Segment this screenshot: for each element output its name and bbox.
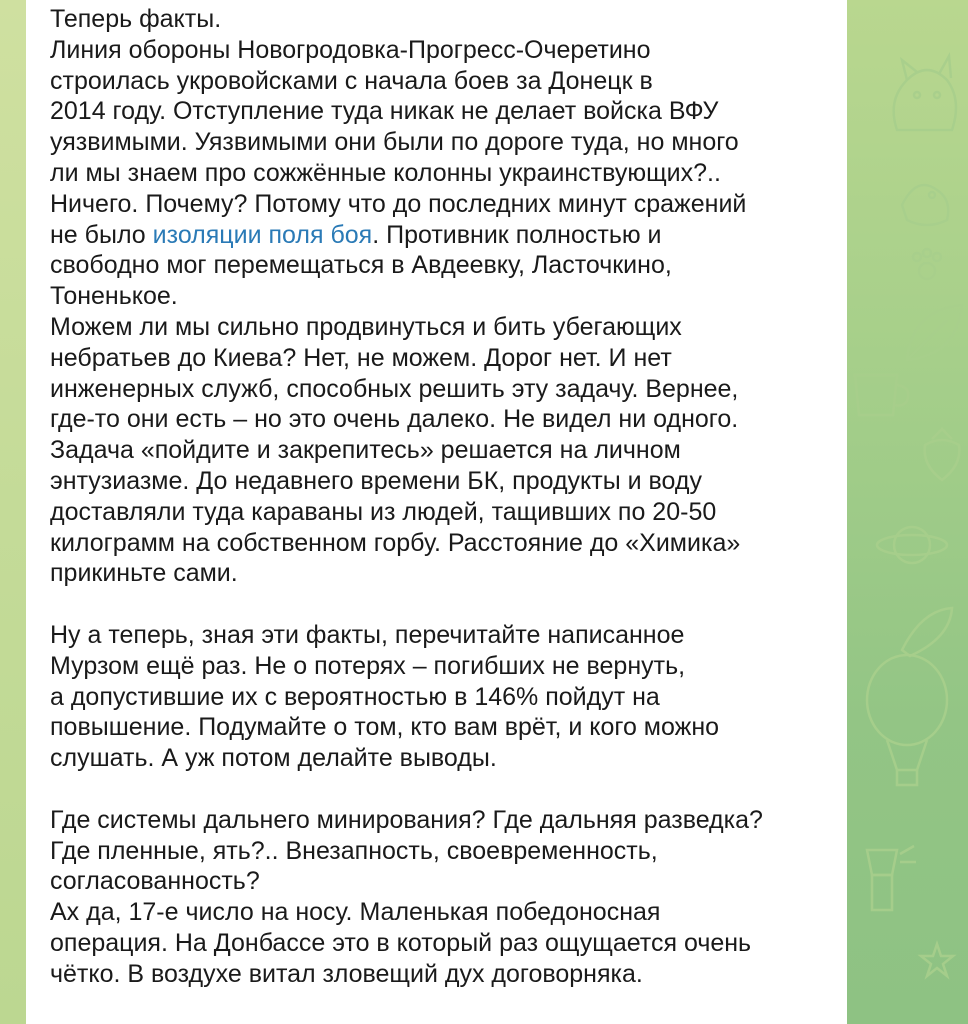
message-line: операция. На Донбассе это в который раз ощущается очень bbox=[50, 928, 752, 957]
balloon-doodle-icon bbox=[857, 650, 957, 790]
message-line: килограмм на собственном горбу. Расстояние до «Химика» bbox=[50, 528, 741, 557]
strawberry-doodle-icon bbox=[917, 425, 967, 485]
message-line: Задача «пойдите и закрепитесь» решается на личном bbox=[50, 436, 681, 465]
chat-background-pattern bbox=[847, 0, 968, 1024]
message-text bbox=[50, 4, 840, 990]
planet-doodle-icon bbox=[872, 505, 952, 585]
message-line: повышение. Подумайте о том, кто вам врёт, и кого можно bbox=[50, 713, 720, 742]
message-line: Где пленные, ять?.. Внезапность, своевременность, bbox=[50, 836, 658, 865]
message-line: а допустившие их с вероятностью в 146% пойдут на bbox=[50, 682, 660, 711]
bird-doodle-icon bbox=[892, 165, 962, 235]
message-line: чётко. В воздухе витал зловещий дух договорняка. bbox=[50, 959, 643, 988]
message-line: инженерных служб, способных решить эту задачу. Вернее, bbox=[50, 374, 739, 403]
paragraph-gap bbox=[50, 589, 840, 620]
message-line: согласованность? bbox=[50, 867, 260, 896]
message-line-with-link bbox=[50, 220, 840, 251]
paw-doodle-icon bbox=[907, 245, 947, 285]
message-line: уязвимыми. Уязвимыми они были по дороге туда, но много bbox=[50, 128, 739, 157]
message-line: Где системы дальнего минирования? Где дальняя разведка? bbox=[50, 805, 763, 834]
message-line: Линия обороны Новогродовка-Прогресс-Очеретино bbox=[50, 35, 651, 64]
cat-doodle-icon bbox=[877, 40, 967, 150]
message-line: свободно мог перемещаться в Авдеевку, Ласточкино, bbox=[50, 251, 672, 280]
message-line: 2014 году. Отступление туда никак не делает войска ВФУ bbox=[50, 97, 719, 126]
message-line: энтузиазме. До недавнего времени БК, продукты и воду bbox=[50, 466, 702, 495]
message-line: строилась укровойсками с начала боев за Донецк в bbox=[50, 66, 653, 95]
cup-doodle-icon bbox=[847, 365, 917, 425]
message-line: Тоненькое. bbox=[50, 282, 178, 311]
message-line: доставляли туда караваны из людей, тащивших по 20-50 bbox=[50, 497, 717, 526]
message-line: прикиньте сами. bbox=[50, 559, 238, 588]
message-line: где-то они есть – но это очень далеко. Не видел ни одного. bbox=[50, 405, 739, 434]
link-prefix: не было bbox=[50, 220, 153, 249]
message-line: Ничего. Почему? Потому что до последних минут сражений bbox=[50, 189, 747, 218]
flashlight-doodle-icon bbox=[852, 840, 922, 920]
message-line: слушать. А уж потом делайте выводы. bbox=[50, 744, 497, 773]
message-line: Мурзом ещё раз. Не о потерях – погибших не вернуть, bbox=[50, 651, 686, 680]
message-line: Ах да, 17-е число на носу. Маленькая победоносная bbox=[50, 898, 661, 927]
message-line: ли мы знаем про сожжённые колонны украинствующих?.. bbox=[50, 158, 721, 187]
paragraph-gap bbox=[50, 774, 840, 805]
message-line: небратьев до Киева? Нет, не можем. Дорог нет. И нет bbox=[50, 343, 672, 372]
message-bubble bbox=[26, 0, 847, 1024]
star-doodle-icon bbox=[917, 940, 957, 980]
message-line: Можем ли мы сильно продвинуться и бить убегающих bbox=[50, 312, 682, 341]
battlefield-isolation-link[interactable]: изоляции поля боя bbox=[152, 220, 373, 249]
message-line: Ну а теперь, зная эти факты, перечитайте написанное bbox=[50, 620, 685, 649]
leaf-doodle-icon bbox=[902, 300, 967, 370]
chat-background-left bbox=[0, 0, 26, 1024]
message-line: Теперь факты. bbox=[50, 5, 222, 33]
link-suffix: . Противник полностью и bbox=[372, 220, 662, 249]
